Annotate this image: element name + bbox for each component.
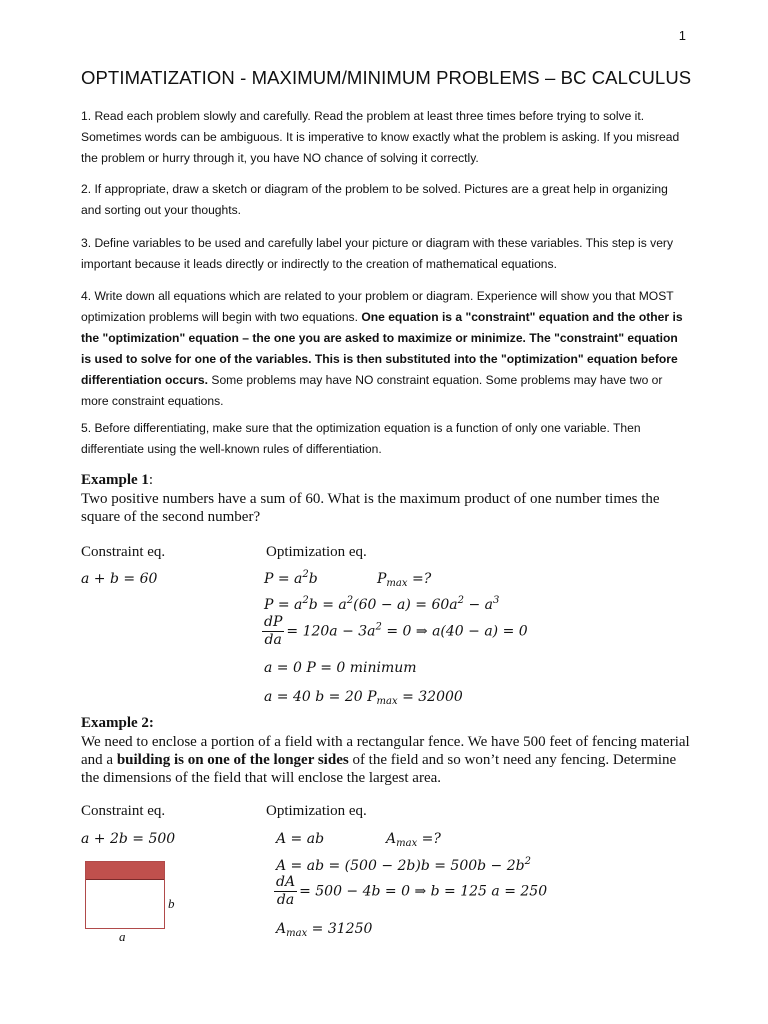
e2-amax-sub: max xyxy=(396,838,418,849)
e2-deriv-num: dA xyxy=(276,874,296,890)
step-2: 2. If appropriate, draw a sketch or diagram of the problem to be solved. Pictures are a great help in organizing and sorting out your thoughts. xyxy=(81,182,668,217)
example-1-derivative xyxy=(262,614,528,649)
example-2-heading: Example 2: xyxy=(81,715,154,731)
example-1-heading-colon: : xyxy=(148,472,154,488)
diagram-label-b: b xyxy=(168,896,175,911)
e2-deriv-den: da xyxy=(276,892,295,908)
example-1-pmax-question xyxy=(377,571,431,587)
e2-l2-exp: 2 xyxy=(524,856,531,867)
e1-l5-sub: max xyxy=(376,696,398,707)
step-4-intro: 4. Write down all equations which are related to your problem or diagram. Experience will show you that MOST optimization problems will begin with two equations. xyxy=(81,289,674,324)
example-1-line-2 xyxy=(264,597,499,613)
e1-pmax-tail: =? xyxy=(407,571,432,587)
e2-problem-1: We need to enclose a portion of a field with a rectangular fence. We have 500 feet of fencing material and a xyxy=(81,734,690,768)
e1-l2-exp4: 3 xyxy=(492,595,500,606)
example-2-constraint-label: Constraint eq. xyxy=(81,803,166,819)
e1-l2-c: (60 − a) = 60a xyxy=(353,597,458,613)
e1-l2-d: − a xyxy=(464,597,493,613)
e1-deriv-exp: 2 xyxy=(375,621,382,633)
e1-deriv-den: da xyxy=(264,632,282,648)
e1-l1-exp: 2 xyxy=(302,569,309,580)
e1-l1-lhs: P = a xyxy=(264,571,303,587)
step-1: 1. Read each problem slowly and carefully. Read the problem at least three times before trying to solve it. Sometimes words can be ambiguous. It is imperative to know exactly what the problem is asking. If you misread the problem or hurry through it, you have NO chance of solving it correctly. xyxy=(81,109,680,165)
e2-deriv-frac xyxy=(274,874,297,909)
example-1-problem: Two positive numbers have a sum of 60. What is the maximum product of one number times the square of the second number? xyxy=(81,491,660,525)
e1-l2-a: P = a xyxy=(264,597,303,613)
step-5: 5. Before differentiating, make sure that the optimization equation is a function of only one variable. Then differentiate using the well-known rules of differentiation. xyxy=(81,421,641,456)
e2-problem-2: of the field and so won’t need any fencing. Determine the dimensions of the field that will enclose the largest area. xyxy=(81,752,677,786)
e2-l4-sub: max xyxy=(286,928,308,939)
example-1-heading-text: Example 1 xyxy=(81,472,149,488)
example-2-amax-question xyxy=(386,831,441,847)
example-1-constraint-label: Constraint eq. xyxy=(81,544,166,560)
example-2-derivative xyxy=(274,874,547,909)
e1-deriv-a: = 120a − 3a xyxy=(286,623,376,640)
example-1-constraint-eq: a + b = 60 xyxy=(81,571,158,587)
e1-l1-rhs: b xyxy=(308,571,318,587)
e2-l4-b: = 31250 xyxy=(307,921,373,937)
e1-l2-exp2: 2 xyxy=(346,595,354,606)
e1-deriv-b: = 0 ⇒ a(40 − a) = 0 xyxy=(381,623,528,640)
step-4 xyxy=(81,286,687,412)
e2-l2-a: A = ab = (500 − 2b)b = 500b − 2b xyxy=(276,858,525,874)
example-2-constraint-eq: a + 2b = 500 xyxy=(81,831,176,847)
page-number: 1 xyxy=(678,28,686,43)
e2-amax-tail: =? xyxy=(417,831,441,847)
example-2-problem xyxy=(81,733,691,787)
e1-l2-exp1: 2 xyxy=(302,595,309,606)
e1-pmax-p: P xyxy=(377,571,387,587)
example-2-line-1: A = ab xyxy=(276,831,325,847)
building-block xyxy=(86,862,164,880)
e2-deriv-rest: = 500 − 4b = 0 ⇒ b = 125 a = 250 xyxy=(299,883,548,900)
example-1-heading xyxy=(81,472,153,489)
diagram-label-a: a xyxy=(119,929,126,944)
e2-l4-a: A xyxy=(276,921,287,937)
e1-l5-a: a = 40 b = 20 P xyxy=(264,689,377,705)
example-2-line-2 xyxy=(276,858,531,874)
step-4-outro: Some problems may have NO constraint equation. Some problems may have two or more constraint equations. xyxy=(81,373,663,408)
example-2-optimization-label: Optimization eq. xyxy=(266,803,367,819)
document-title: OPTIMATIZATION - MAXIMUM/MINIMUM PROBLEMS – BC CALCULUS xyxy=(81,67,692,88)
e2-problem-bold: building is on one of the longer sides xyxy=(116,752,349,768)
e1-l5-b: = 32000 xyxy=(397,689,463,705)
example-1-line-1 xyxy=(264,571,318,587)
step-3: 3. Define variables to be used and carefully label your picture or diagram with these variables. This step is very important because it leads directly or indirectly to the creation of mathematical equations. xyxy=(81,236,673,271)
example-1-optimization-label: Optimization eq. xyxy=(266,544,367,560)
e2-amax-a: A xyxy=(386,831,397,847)
e1-deriv-num: dP xyxy=(264,614,283,630)
field-diagram xyxy=(85,861,165,929)
example-1-line-5 xyxy=(264,689,463,705)
e1-l2-b: b = a xyxy=(308,597,347,613)
e1-deriv-frac xyxy=(262,614,284,649)
e1-pmax-sub: max xyxy=(386,578,408,589)
example-1-line-4: a = 0 P = 0 minimum xyxy=(264,660,417,676)
step-4-bold: One equation is a "constraint" equation and the other is the "optimization" equation – the one you are asked to maximize or minimize. The "constraint" equation is used to solve for one of the variables. This is then substituted into the "optimization" equation before differentiation occurs. xyxy=(81,310,683,387)
example-2-line-4 xyxy=(276,921,372,937)
e1-l2-exp3: 2 xyxy=(457,595,464,606)
